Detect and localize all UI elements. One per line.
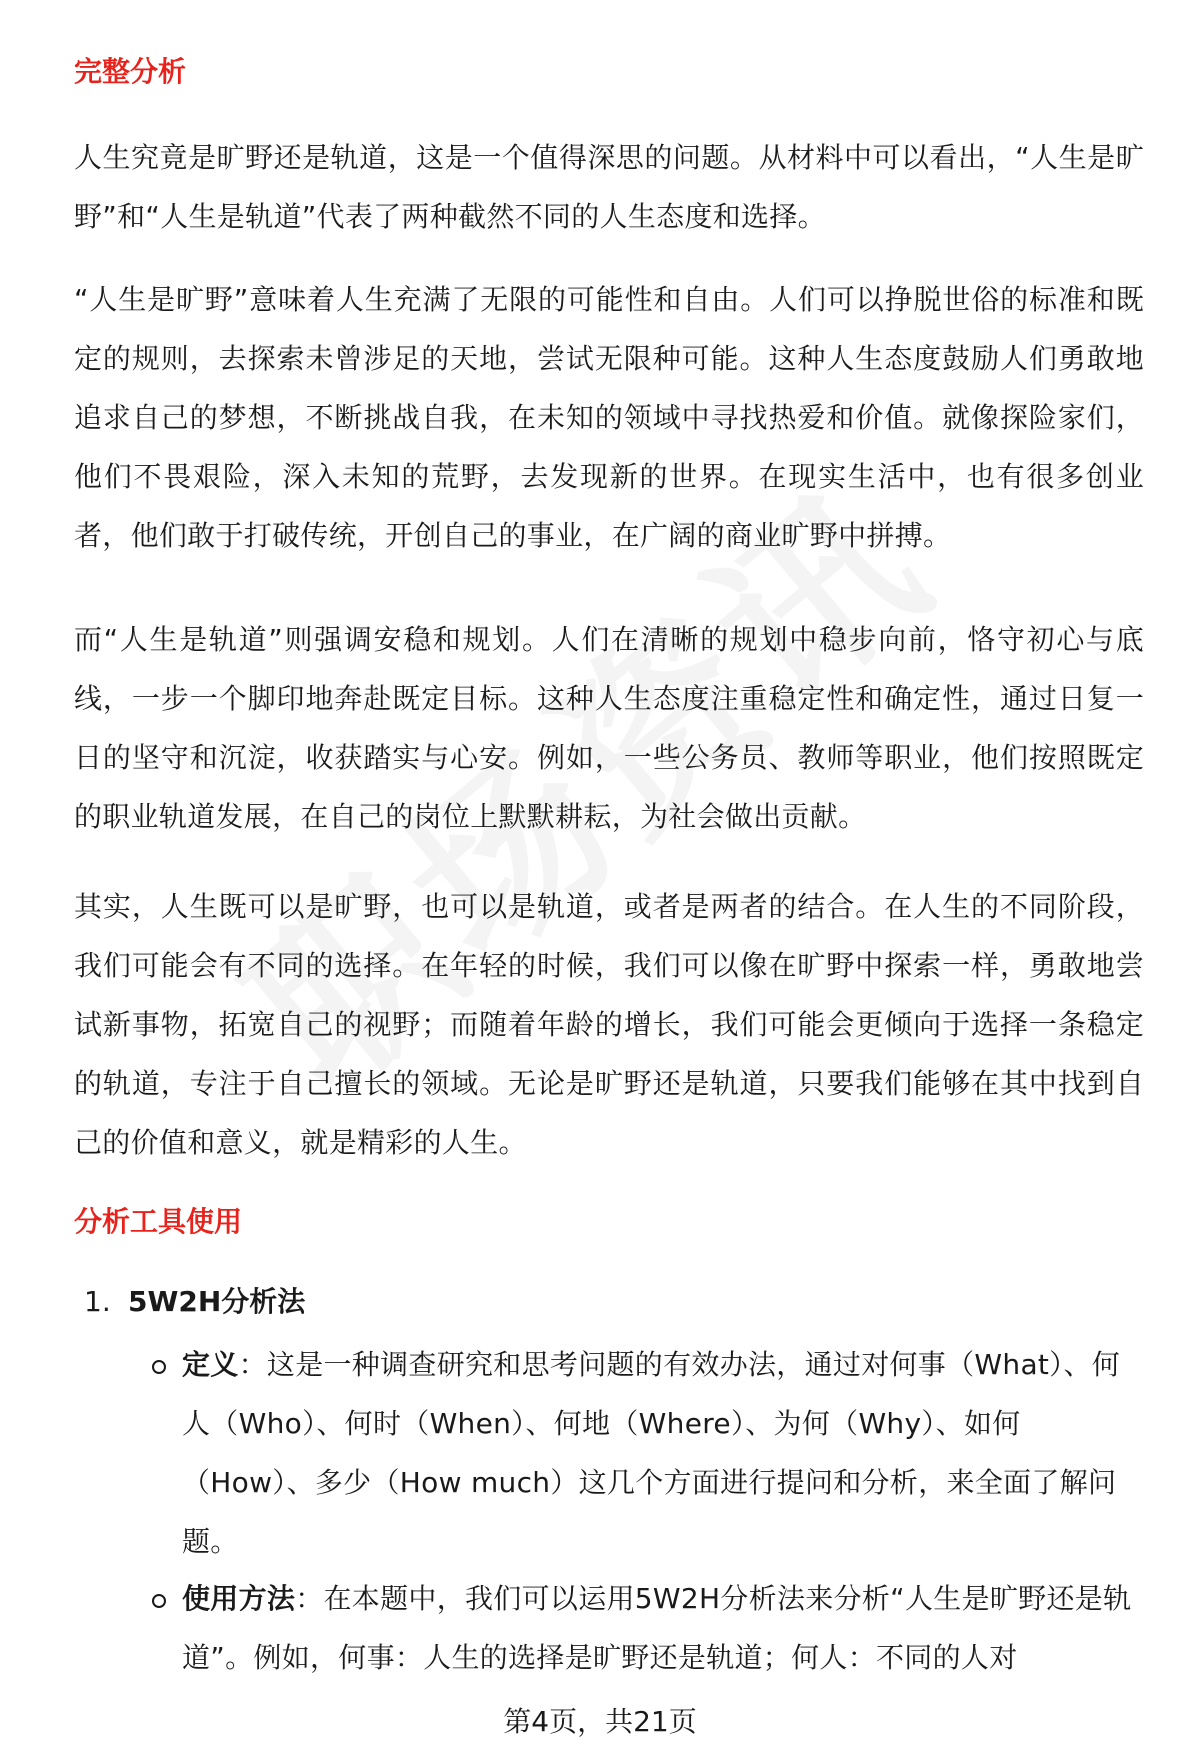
list-item-title: 5W2H分析法 bbox=[128, 1285, 306, 1318]
page-number-footer: 第4页，共21页 bbox=[503, 1705, 697, 1738]
bullet-circle-icon bbox=[152, 1594, 166, 1608]
usage-label: 使用方法 bbox=[182, 1582, 296, 1615]
bullet-circle-icon bbox=[152, 1360, 166, 1374]
paragraph-1: 人生究竟是旷野还是轨道，这是一个值得深思的问题。从材料中可以看出，“人生是旷野”和“人生是轨道”代表了两种截然不同的人生态度和选择。 bbox=[74, 141, 1144, 233]
paragraph-3: 而“人生是轨道”则强调安稳和规划。人们在清晰的规划中稳步向前，恪守初心与底线，一步一个脚印地奔赴既定目标。这种人生态度注重稳定性和确定性，通过日复一日的坚守和沉淀，收获踏实与心安。例如，一些公务员、教师等职业，他们按照既定的职业轨道发展，在自己的岗位上默默耕耘，为社会做出贡献。 bbox=[74, 623, 1144, 833]
definition-point bbox=[182, 1335, 1144, 1571]
section-heading-complete-analysis: 完整分析 bbox=[74, 55, 187, 88]
section-heading-tools: 分析工具使用 bbox=[74, 1205, 243, 1238]
paragraph-4: 其实，人生既可以是旷野，也可以是轨道，或者是两者的结合。在人生的不同阶段，我们可能会有不同的选择。在年轻的时候，我们可以像在旷野中探索一样，勇敢地尝试新事物，拓宽自己的视野；而随着年龄的增长，我们可能会更倾向于选择一条稳定的轨道，专注于自己擅长的领域。无论是旷野还是轨道，只要我们能够在其中找到自己的价值和意义，就是精彩的人生。 bbox=[74, 890, 1144, 1159]
usage-point bbox=[182, 1569, 1144, 1687]
usage-text: ：在本题中，我们可以运用5W2H分析法来分析“人生是旷野还是轨道”。例如，何事：人生的选择是旷野还是轨道；何人：不同的人对 bbox=[182, 1582, 1132, 1674]
paragraph-2: “人生是旷野”意味着人生充满了无限的可能性和自由。人们可以挣脱世俗的标准和既定的规则，去探索未曾涉足的天地，尝试无限种可能。这种人生态度鼓励人们勇敢地追求自己的梦想，不断挑战自我，在未知的领域中寻找热爱和价值。就像探险家们，他们不畏艰险，深入未知的荒野，去发现新的世界。在现实生活中，也有很多创业者，他们敢于打破传统，开创自己的事业，在广阔的商业旷野中拼搏。 bbox=[74, 283, 1144, 552]
definition-text: ：这是一种调查研究和思考问题的有效办法，通过对何事（What）、何人（Who）、何时（When）、何地（Where）、为何（Why）、如何（How）、多少（How much）这几个方面进行提问和分析，来全面了解问题。 bbox=[182, 1348, 1121, 1558]
definition-label: 定义 bbox=[182, 1348, 239, 1381]
list-item-number: 1. bbox=[84, 1285, 111, 1318]
